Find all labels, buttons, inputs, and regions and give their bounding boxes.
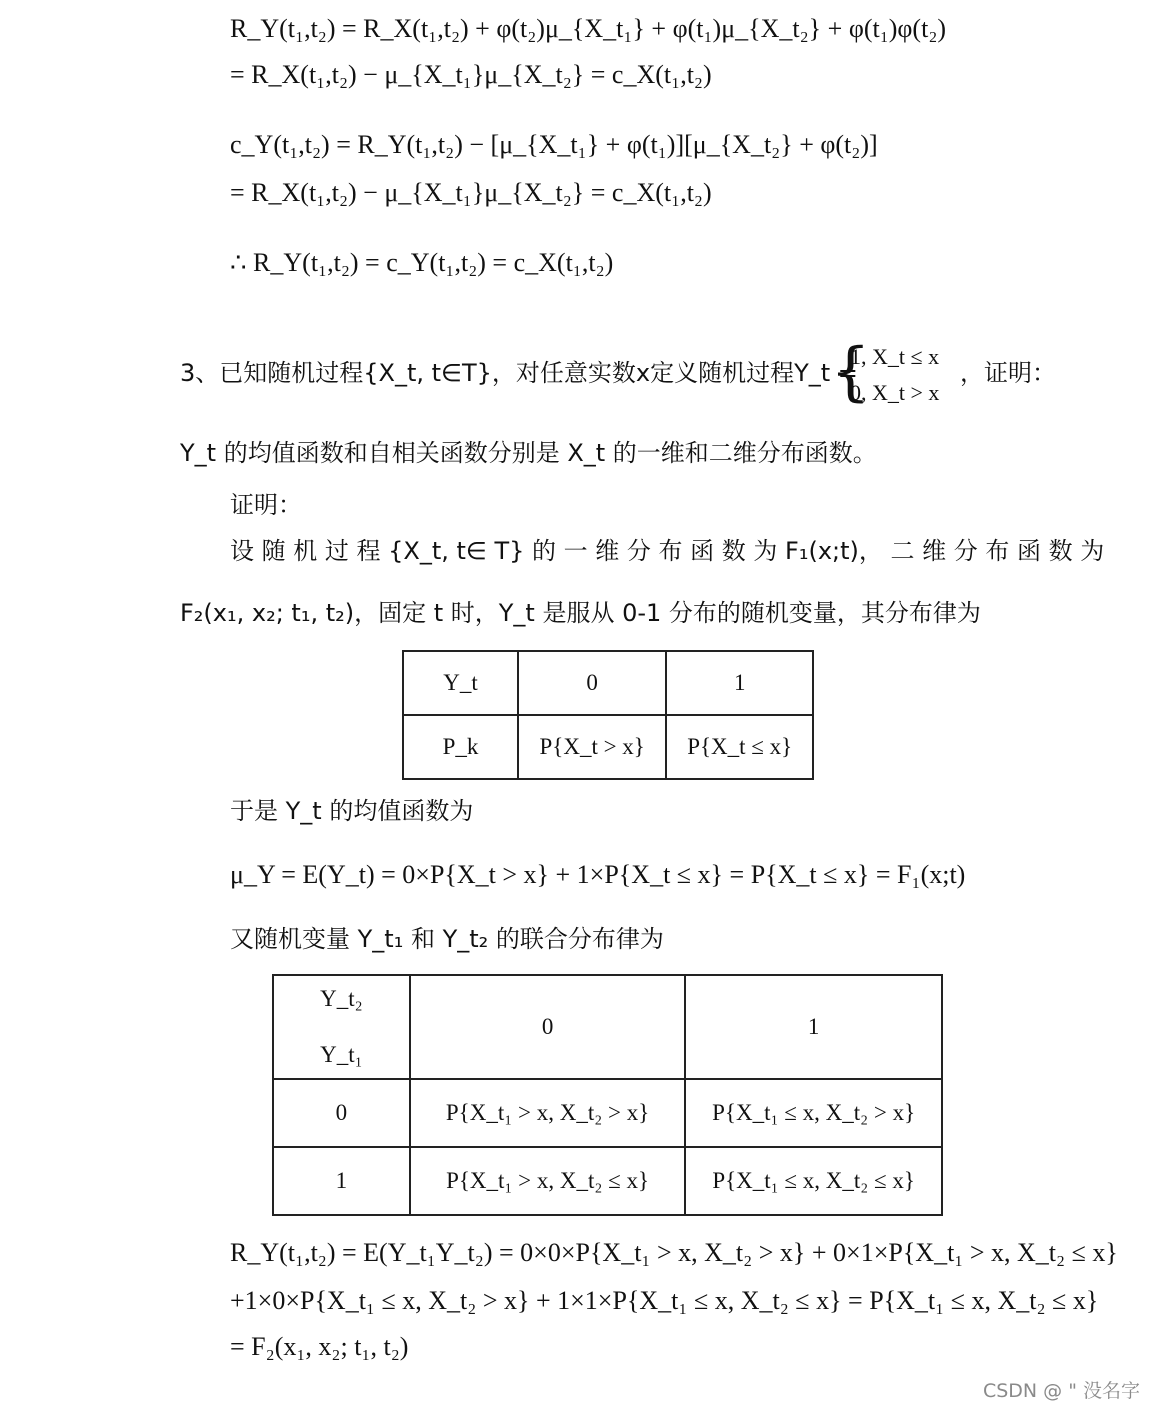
mean-formula: μ_Y = E(Y_t) = 0×P{X_t > x} + 1×P{X_t ≤ x} = P{X_t ≤ x} = F₁(x;t): [230, 860, 966, 889]
autocorr-line3: = F₂(x₁, x₂; t₁, t₂): [230, 1332, 409, 1361]
table2-col-0: 0: [410, 975, 685, 1079]
table2-row-0-cell-0: P{X_t₁ > x, X_t₂ > x}: [410, 1079, 685, 1147]
table1-row-pk: P_k: [403, 715, 518, 779]
csdn-watermark: CSDN @ " 没名字: [982, 1380, 1140, 1402]
autocorr-line2: +1×0×P{X_t₁ ≤ x, X_t₂ > x} + 1×1×P{X_t₁ ≤ x, X_t₂ ≤ x} = P{X_t₁ ≤ x, X_t₂ ≤ x}: [230, 1286, 1099, 1315]
proof-line2: F₂(x₁, x₂; t₁, t₂)，固定 t 时，Y_t 是服从 0-1 分布的随机变量，其分布律为: [180, 599, 981, 627]
eq-conclusion: ∴ R_Y(t₁,t₂) = c_Y(t₁,t₂) = c_X(t₁,t₂): [230, 248, 614, 277]
eq-ry-simplified: = R_X(t₁,t₂) − μ_{X_t₁}μ_{X_t₂} = c_X(t₁,t₂): [230, 60, 712, 89]
proof-label: 证明：: [230, 491, 302, 519]
table2-row-0-label: 0: [273, 1079, 410, 1147]
table2-row-1-label: 1: [273, 1147, 410, 1215]
joint-distribution-table: [272, 974, 943, 1216]
eq-ry-expansion: R_Y(t₁,t₂) = R_X(t₁,t₂) + φ(t₂)μ_{X_t₁} + φ(t₁)μ_{X_t₂} + φ(t₁)φ(t₂): [230, 14, 947, 43]
table1-header-0: 0: [518, 651, 666, 715]
table2-row-0-cell-1: P{X_t₁ ≤ x, X_t₂ > x}: [685, 1079, 942, 1147]
piecewise-brace: {: [830, 335, 871, 409]
table2-corner: [273, 975, 410, 1079]
table1-cell-1: P{X_t ≤ x}: [666, 715, 813, 779]
autocorr-line1: R_Y(t₁,t₂) = E(Y_t₁Y_t₂) = 0×0×P{X_t₁ > x, X_t₂ > x} + 0×1×P{X_t₁ > x, X_t₂ ≤ x}: [230, 1238, 1118, 1267]
table1-header-1: 1: [666, 651, 813, 715]
problem3-prefix: 3、已知随机过程{X_t, t∈T}，对任意实数x定义随机过程Y_t =: [180, 359, 858, 387]
problem3-suffix: ，证明：: [960, 359, 1056, 387]
table2-row-1-cell-1: P{X_t₁ ≤ x, X_t₂ ≤ x}: [685, 1147, 942, 1215]
table2-row-1-cell-0: P{X_t₁ > x, X_t₂ ≤ x}: [410, 1147, 685, 1215]
mean-intro: 于是 Y_t 的均值函数为: [230, 797, 474, 825]
table1-cell-0: P{X_t > x}: [518, 715, 666, 779]
table1-header-yt: Y_t: [403, 651, 518, 715]
eq-cy-simplified: = R_X(t₁,t₂) − μ_{X_t₁}μ_{X_t₂} = c_X(t₁,t₂): [230, 178, 712, 207]
proof-line1: 设 随 机 过 程 {X_t, t∈ T} 的 一 维 分 布 函 数 为 F₁(x;t)， 二 维 分 布 函 数 为: [230, 537, 1105, 565]
table2-corner-top: Y_t₂: [320, 986, 363, 1011]
eq-cy-expansion: c_Y(t₁,t₂) = R_Y(t₁,t₂) − [μ_{X_t₁} + φ(t₁)][μ_{X_t₂} + φ(t₂)]: [230, 130, 878, 159]
piecewise-case1: 1, X_t ≤ x: [850, 344, 940, 369]
table2-corner-bottom: Y_t₁: [320, 1042, 363, 1067]
problem3-statement: Y_t 的均值函数和自相关函数分别是 X_t 的一维和二维分布函数。: [180, 439, 877, 467]
joint-intro: 又随机变量 Y_t₁ 和 Y_t₂ 的联合分布律为: [230, 925, 664, 953]
piecewise-case2: 0, X_t > x: [850, 380, 940, 405]
table2-col-1: 1: [685, 975, 942, 1079]
distribution-table: [402, 650, 814, 780]
